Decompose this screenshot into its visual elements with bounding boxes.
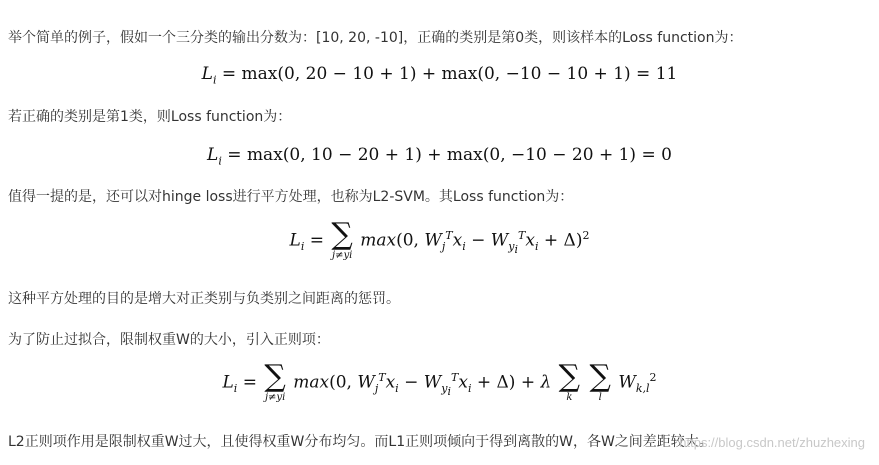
equation-1-rhs: max(0, 20 − 10 + 1) + max(0, −10 − 10 + 1) = 11 — [241, 64, 678, 84]
text-paragraph-5: 为了防止过拟合，限制权重W的大小，引入正则项： — [8, 332, 330, 348]
equation-2-rhs: max(0, 10 − 20 + 1) + max(0, −10 − 20 + 1) = 0 — [246, 145, 672, 165]
equation-3: $L_i$ = ∑ j≠yi max(0, $W_j^Tx_i - W_{y_i}^Tx_i + \Delta)^2$ — [289, 217, 590, 261]
summation-symbol: ∑ j≠yi — [331, 217, 353, 261]
text-paragraph-4: 这种平方处理的目的是增大对正类别与负类别之间距离的惩罚。 — [8, 291, 400, 307]
watermark: https://blog.csdn.net/zhuzhexing — [679, 435, 865, 450]
text-paragraph-2: 若正确的类别是第1类，则Loss function为： — [8, 109, 292, 125]
text-paragraph-6: L2正则项作用是限制权重W过大，且使得权重W分布均匀。而L1正则项倾向于得到离散的W，各W之间差距较大。 — [8, 434, 713, 450]
equation-2: $L_i = \max(0$, 10 − 20 + 1) + max(0, −10 − 20 + 1) = 0 — [207, 145, 672, 168]
summation-symbol-l: ∑ l — [589, 359, 611, 403]
text-paragraph-3: 值得一提的是，还可以对hinge loss进行平方处理，也称为L2-SVM。其Loss function为： — [8, 189, 574, 205]
summation-symbol-k: ∑ k — [558, 359, 581, 403]
text-paragraph-1: 举个简单的例子，假如一个三分类的输出分数为：[10, 20, -10]，正确的类别是第0类，则该样本的Loss function为： — [8, 30, 743, 46]
equation-1: $L_i = \max(0$, 20 − 10 + 1) + max(0, −10 − 10 + 1) = 11 — [201, 64, 678, 87]
summation-symbol: ∑ j≠yi — [264, 359, 286, 403]
equation-4: $L_i$ = ∑ j≠yi max(0, $W_j^Tx_i - W_{y_i}^Tx_i + \Delta) + \lambda$ ∑ k ∑ l $W_{k,l}^2$ — [222, 359, 657, 403]
